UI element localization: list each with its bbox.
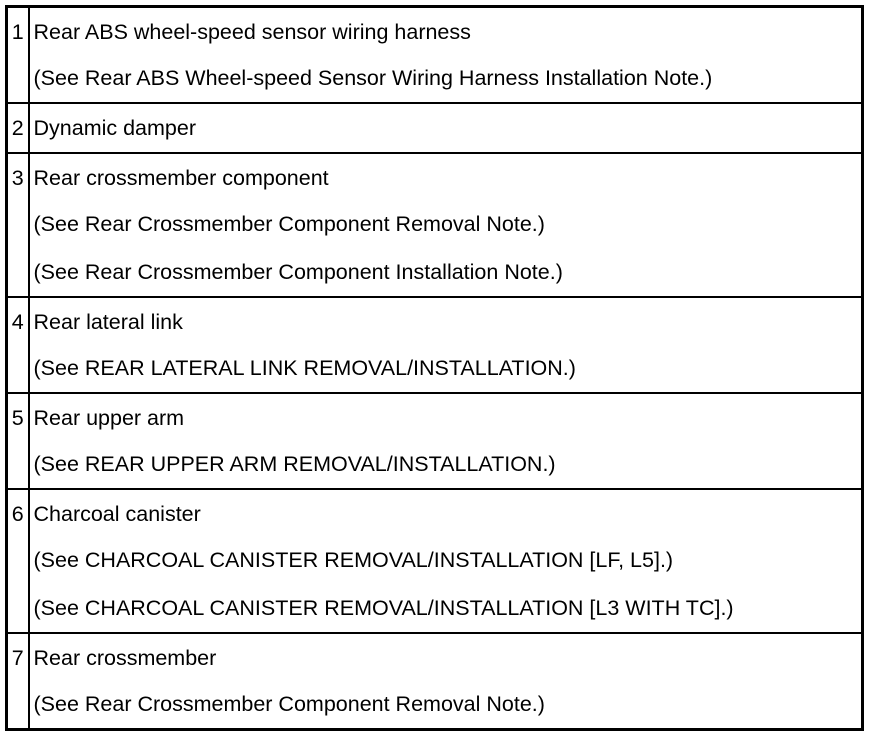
item-number: 5 — [7, 393, 29, 489]
item-number: 1 — [7, 7, 29, 104]
item-description — [29, 153, 863, 297]
item-name: Rear upper arm — [33, 406, 185, 430]
table-row — [7, 393, 863, 489]
item-note-link[interactable]: (See Rear Crossmember Component Removal Note.) — [33, 212, 545, 236]
item-note-link[interactable]: (See CHARCOAL CANISTER REMOVAL/INSTALLATION [LF, L5].) — [33, 548, 674, 572]
item-name: Charcoal canister — [33, 502, 201, 526]
table-row — [7, 103, 863, 153]
table-row — [7, 7, 863, 104]
item-description — [29, 633, 863, 730]
item-description — [29, 297, 863, 393]
item-description — [29, 7, 863, 104]
table-row — [7, 489, 863, 633]
table-row — [7, 297, 863, 393]
item-description — [29, 393, 863, 489]
item-name: Rear ABS wheel-speed sensor wiring harness — [33, 20, 471, 44]
item-note-link[interactable]: (See Rear Crossmember Component Removal Note.) — [33, 692, 545, 716]
item-note-link[interactable]: (See REAR LATERAL LINK REMOVAL/INSTALLATION.) — [33, 356, 576, 380]
item-name: Rear lateral link — [33, 310, 183, 334]
table-row — [7, 633, 863, 730]
item-name: Rear crossmember — [33, 646, 217, 670]
item-number: 2 — [7, 103, 29, 153]
item-number: 4 — [7, 297, 29, 393]
item-number: 3 — [7, 153, 29, 297]
item-number: 7 — [7, 633, 29, 730]
item-note-link[interactable]: (See CHARCOAL CANISTER REMOVAL/INSTALLATION [L3 WITH TC].) — [33, 596, 734, 620]
item-description — [29, 103, 863, 153]
parts-table — [5, 5, 864, 731]
table-row — [7, 153, 863, 297]
item-name: Dynamic damper — [33, 116, 196, 140]
item-note-link[interactable]: (See REAR UPPER ARM REMOVAL/INSTALLATION.) — [33, 452, 556, 476]
item-name: Rear crossmember component — [33, 166, 329, 190]
item-number: 6 — [7, 489, 29, 633]
item-note-link[interactable]: (See Rear Crossmember Component Installation Note.) — [33, 260, 563, 284]
item-note-link[interactable]: (See Rear ABS Wheel-speed Sensor Wiring Harness Installation Note.) — [33, 66, 713, 90]
item-description — [29, 489, 863, 633]
